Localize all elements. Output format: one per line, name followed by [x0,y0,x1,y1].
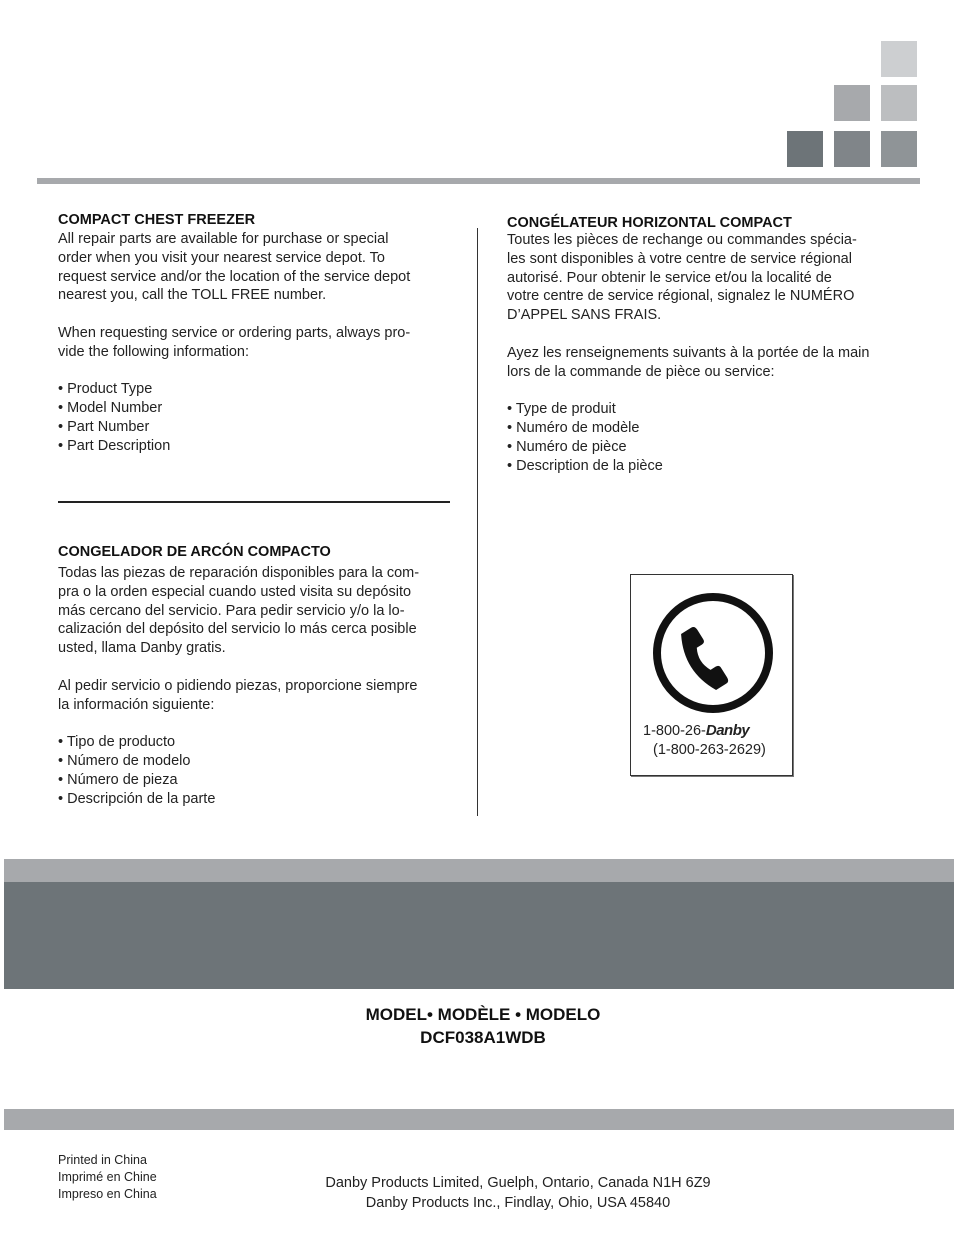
list-item: • Numéro de pièce [507,438,627,455]
text-line: Todas las piezas de reparación disponibles para la com- [58,565,420,581]
list-item: • Product Type [58,381,153,398]
text-line: pra o la orden especial cuando usted visita su depósito [58,583,412,600]
list-item: • Description de la pièce [507,457,663,474]
footer-band-dark [4,882,954,989]
phone-number: (1-800-263-2629) [653,742,766,758]
footer-band-bottom [4,1109,954,1130]
phone-icon [652,592,774,714]
spanish-paragraph-2 [58,677,419,715]
french-info-list [507,400,869,475]
printed-line: Printed in China [58,1153,147,1167]
list-item: • Descripción de la parte [58,790,216,807]
phone-contact-box [630,574,793,776]
address-line: Danby Products Inc., Findlay, Ohio, USA 45840 [365,1194,671,1211]
list-item: • Numéro de modèle [507,419,640,436]
english-heading: COMPACT CHEST FREEZER [58,212,256,228]
printed-in [58,1152,157,1203]
list-item: • Tipo de producto [58,734,176,751]
text-line: nearest you, call the TOLL FREE number. [58,287,327,304]
text-line: D’APPEL SANS FRAIS. [507,307,662,324]
french-paragraph-1 [507,231,869,325]
english-paragraph-2 [58,324,410,362]
english-info-list [58,380,410,455]
deco-square [834,85,870,121]
deco-square [787,131,823,167]
header-rule [37,178,920,184]
english-section [58,212,410,456]
text-line: order when you visit your nearest service depot. To [58,249,385,266]
text-line: autorisé. Pour obtenir le service et/ou la localité de [507,269,832,286]
text-line: request service and/or the location of the service depot [58,268,411,285]
company-addresses [268,1174,768,1213]
column-divider [477,228,478,816]
spanish-paragraph-1 [58,564,419,658]
text-line: usted, llama Danby gratis. [58,640,226,657]
list-item: • Part Description [58,437,171,454]
english-paragraph-1 [58,230,410,305]
spanish-section [58,544,419,808]
footer-band-light [4,859,954,882]
model-number: DCF038A1WDB [420,1028,546,1047]
french-paragraph-2 [507,344,869,382]
phone-line [643,722,749,739]
french-section [507,215,869,475]
list-item: • Número de pieza [58,771,178,788]
text-line: Ayez les renseignements suivants à la portée de la main [507,344,870,361]
phone-prefix: 1-800-26- [643,723,706,739]
text-line: All repair parts are available for purchase or special [58,231,389,247]
list-item: • Número de modelo [58,752,191,769]
text-line: Toutes les pièces de rechange ou commandes spécia- [507,232,857,248]
text-line: les sont disponibles à votre centre de service régional [507,250,852,267]
list-item: • Type de produit [507,401,616,418]
address-line: Danby Products Limited, Guelph, Ontario, Canada N1H 6Z9 [325,1175,711,1191]
list-item: • Model Number [58,400,163,417]
french-heading: CONGÉLATEUR HORIZONTAL COMPACT [507,215,792,231]
printed-line: Imprimé en Chine [58,1170,157,1184]
deco-square [881,41,917,77]
text-line: calización del depósito del servicio lo más cerca posible [58,621,417,638]
section-divider [58,501,450,503]
danby-logo: Danby [705,722,750,739]
text-line: más cercano del servicio. Para pedir servicio y/o la lo- [58,602,405,619]
spanish-heading: CONGELADOR DE ARCÓN COMPACTO [58,544,331,560]
list-item: • Part Number [58,418,150,435]
spanish-info-list [58,733,419,808]
text-line: Al pedir servicio o pidiendo piezas, proporcione siempre [58,677,418,694]
text-line: lors de la commande de pièce ou service: [507,363,775,380]
deco-square [834,131,870,167]
deco-square [881,85,917,121]
text-line: votre centre de service régional, signalez le NUMÉRO [507,288,855,305]
model-label: MODEL• MODÈLE • MODELO [365,1005,601,1024]
deco-square [881,131,917,167]
printed-line: Impreso en China [58,1187,157,1201]
text-line: When requesting service or ordering parts, always pro- [58,324,411,341]
text-line: vide the following information: [58,343,250,360]
text-line: la información siguiente: [58,696,215,713]
